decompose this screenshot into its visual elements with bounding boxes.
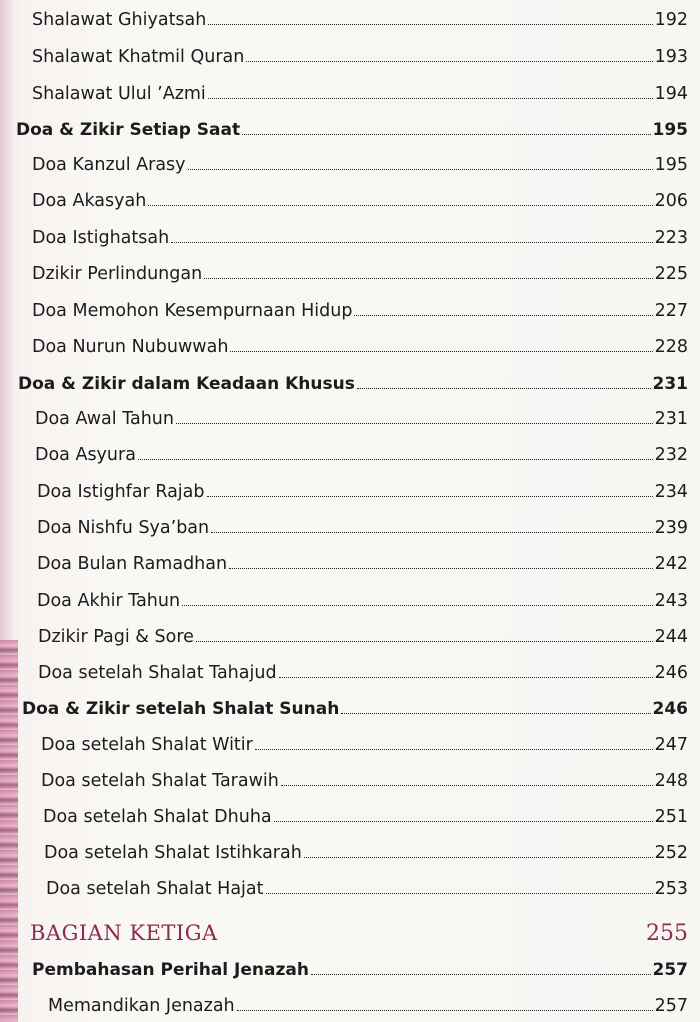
- toc-entry-label: Shalawat Ghiyatsah: [32, 10, 207, 30]
- toc-entry-row: [37, 516, 688, 540]
- toc-entry-row: [32, 45, 688, 69]
- toc-entry-row: [35, 407, 688, 431]
- toc-entry-label: Doa Istighatsah: [32, 228, 170, 248]
- toc-page-number: 231: [654, 409, 688, 429]
- toc-page-number: 242: [654, 554, 688, 574]
- dot-leader: [188, 169, 653, 170]
- toc-page-number: 227: [654, 301, 688, 321]
- dot-leader: [311, 974, 651, 975]
- toc-page-number: 231: [652, 374, 688, 394]
- toc-entry-label: Doa & Zikir dalam Keadaan Khusus: [18, 374, 355, 394]
- toc-entry-label: Memandikan Jenazah: [48, 996, 235, 1016]
- dot-leader: [281, 785, 653, 786]
- toc-entry-row: [32, 82, 688, 106]
- dot-leader: [279, 677, 653, 678]
- toc-entry-label: Doa Bulan Ramadhan: [37, 554, 228, 574]
- dot-leader: [230, 351, 652, 352]
- toc-page-number: 244: [654, 627, 688, 647]
- dot-leader: [255, 749, 653, 750]
- toc-entry-row: [32, 299, 688, 323]
- toc-entry-row: [37, 552, 688, 576]
- dot-leader: [208, 98, 653, 99]
- toc-entry-row: [35, 443, 688, 467]
- toc-entry-row: [32, 8, 688, 32]
- toc-page-number: 195: [654, 155, 688, 175]
- dot-leader: [176, 423, 653, 424]
- toc-entry-row: [38, 661, 688, 685]
- toc-page-number: 257: [652, 960, 688, 980]
- toc-page-number: 247: [654, 735, 688, 755]
- dot-leader: [196, 641, 653, 642]
- toc-entry-label: Doa setelah Shalat Witir: [41, 735, 253, 755]
- toc-entry-row: [32, 262, 688, 286]
- toc-entry-label: Doa Kanzul Arasy: [32, 155, 186, 175]
- dot-leader: [182, 605, 653, 606]
- toc-entry-label: Doa setelah Shalat Istihkarah: [44, 843, 302, 863]
- toc-entry-row: [41, 733, 688, 757]
- dot-leader: [207, 496, 653, 497]
- toc-entry-row: [32, 189, 688, 213]
- toc-entry-label: Doa Akasyah: [32, 191, 147, 211]
- dot-leader: [208, 24, 652, 25]
- toc-page-number: 239: [654, 518, 688, 538]
- toc-page-number: 206: [654, 191, 688, 211]
- dot-leader: [242, 134, 650, 135]
- part-page-number: 255: [646, 921, 688, 946]
- toc-page-number: 253: [654, 879, 688, 899]
- dot-leader: [204, 278, 652, 279]
- toc-page-number: 223: [654, 228, 688, 248]
- toc-page-number: 251: [654, 807, 688, 827]
- dot-leader: [304, 857, 653, 858]
- toc-page-number: 225: [654, 264, 688, 284]
- toc-entry-row: [43, 805, 688, 829]
- dot-leader: [357, 388, 651, 389]
- toc-section-row: [18, 372, 688, 396]
- toc-entry-label: Doa Memohon Kesempurnaan Hidup: [32, 301, 353, 321]
- toc-entry-label: Shalawat Khatmil Quran: [32, 47, 245, 67]
- toc-entry-label: Doa Awal Tahun: [35, 409, 174, 429]
- dot-leader: [138, 459, 653, 460]
- toc-entry-label: Doa setelah Shalat Tahajud: [38, 663, 277, 683]
- toc-entry-label: Doa Asyura: [35, 445, 136, 465]
- toc-page-number: 193: [654, 47, 688, 67]
- part-section-row: [32, 958, 688, 982]
- toc-entry-label: Doa & Zikir Setiap Saat: [16, 120, 241, 140]
- toc-page-number: 195: [652, 120, 688, 140]
- toc-entry-label: Doa setelah Shalat Dhuha: [43, 807, 272, 827]
- toc-entry-row: [37, 589, 688, 613]
- dot-leader: [266, 893, 653, 894]
- toc-page-number: 248: [654, 771, 688, 791]
- toc-entry-row: [32, 335, 688, 359]
- toc-entry-label: Doa Nurun Nubuwwah: [32, 337, 229, 357]
- toc-entry-label: Dzikir Pagi & Sore: [38, 627, 194, 647]
- toc-entry-label: Doa Akhir Tahun: [37, 591, 181, 611]
- toc-page-number: 246: [652, 699, 688, 719]
- dot-leader: [354, 315, 652, 316]
- toc-entry-label: Doa & Zikir setelah Shalat Sunah: [22, 699, 340, 719]
- toc-entry-row: [32, 153, 688, 177]
- dot-leader: [274, 821, 653, 822]
- toc-entry-label: Shalawat Ulul ’Azmi: [32, 84, 206, 104]
- part-title: BAGIAN KETIGA: [30, 921, 218, 945]
- dot-leader: [211, 532, 652, 533]
- toc-entry-label: Dzikir Perlindungan: [32, 264, 203, 284]
- toc-section-row: [22, 697, 688, 721]
- toc-page-number: 194: [654, 84, 688, 104]
- toc-entry-row: [37, 480, 688, 504]
- toc-page-number: 252: [654, 843, 688, 863]
- toc-page-number: 246: [654, 663, 688, 683]
- toc-entry-label: Pembahasan Perihal Jenazah: [32, 960, 309, 980]
- part-entry-row: [48, 994, 688, 1018]
- dot-leader: [246, 61, 652, 62]
- toc-entry-label: Doa setelah Shalat Hajat: [46, 879, 264, 899]
- toc-entry-row: [38, 625, 688, 649]
- part-heading: [30, 921, 688, 946]
- dot-leader: [341, 713, 650, 714]
- dot-leader: [237, 1010, 653, 1011]
- dot-leader: [229, 568, 653, 569]
- toc-page-number: 243: [654, 591, 688, 611]
- toc-section-row: [16, 118, 688, 142]
- toc-page-number: 228: [654, 337, 688, 357]
- toc-entry-row: [41, 769, 688, 793]
- toc-entry-row: [32, 226, 688, 250]
- dot-leader: [148, 205, 652, 206]
- toc-entry-row: [44, 841, 688, 865]
- toc-entry-label: Doa Nishfu Sya’ban: [37, 518, 210, 538]
- dot-leader: [171, 242, 652, 243]
- toc-entry-label: Doa setelah Shalat Tarawih: [41, 771, 279, 791]
- toc-page-number: 234: [654, 482, 688, 502]
- toc-entry-row: [46, 877, 688, 901]
- toc-page-number: 257: [654, 996, 688, 1016]
- toc-entry-label: Doa Istighfar Rajab: [37, 482, 205, 502]
- toc-page-number: 192: [654, 10, 688, 30]
- toc-page-number: 232: [654, 445, 688, 465]
